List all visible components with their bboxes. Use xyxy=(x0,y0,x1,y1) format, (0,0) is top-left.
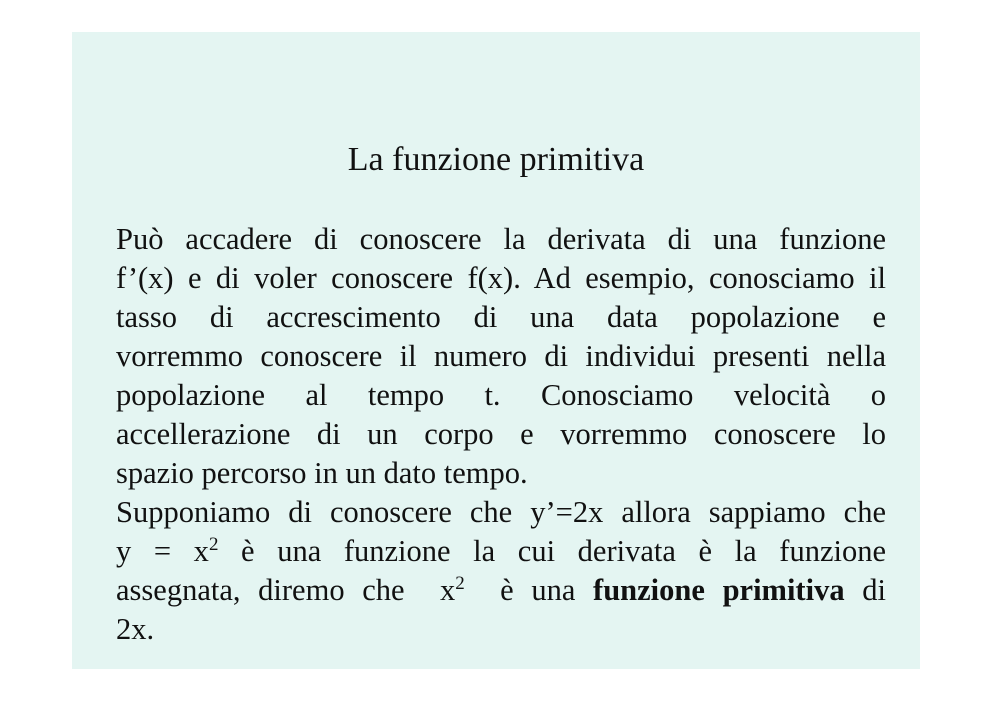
slide-panel xyxy=(72,32,920,669)
body-line-9 xyxy=(116,532,886,571)
body-text: accellerazione di un corpo e vorremmo conoscere lo xyxy=(116,417,886,451)
equation-text: y = x xyxy=(116,534,209,568)
body-line-6 xyxy=(116,415,886,454)
body-line-1 xyxy=(116,220,886,259)
body-text: f’(x) e di voler conoscere f(x). Ad esempio, conosciamo il xyxy=(116,261,886,295)
body-text: di xyxy=(844,573,886,607)
body-line-7 xyxy=(116,454,886,493)
body-line-10 xyxy=(116,571,886,610)
bold-term: funzione primitiva xyxy=(593,573,845,607)
body-line-4 xyxy=(116,337,886,376)
body-line-3 xyxy=(116,298,886,337)
body-text: 2x. xyxy=(116,612,155,646)
body-line-8 xyxy=(116,493,886,532)
exponent: 2 xyxy=(208,534,219,555)
slide-title: La funzione primitiva xyxy=(347,141,645,178)
body-text: spazio percorso in un dato tempo. xyxy=(116,456,528,490)
body-text: Può accadere di conoscere la derivata di una funzione xyxy=(116,222,886,256)
body-text xyxy=(116,573,886,607)
body-line-5 xyxy=(116,376,886,415)
body-text: popolazione al tempo t. Conosciamo velocità o xyxy=(116,378,886,412)
slide-body xyxy=(116,220,886,649)
body-text: è una xyxy=(464,573,594,607)
body-text: tasso di accrescimento di una data popolazione e xyxy=(116,300,886,334)
body-line-2 xyxy=(116,259,886,298)
body-text xyxy=(116,534,886,568)
body-text: assegnata, diremo che x xyxy=(116,573,456,607)
body-text: è una funzione la cui derivata è la funzione xyxy=(218,534,886,568)
body-text: vorremmo conoscere il numero di individui presenti nella xyxy=(116,339,886,373)
exponent: 2 xyxy=(455,573,465,594)
body-line-11 xyxy=(116,610,886,649)
body-text: Supponiamo di conoscere che y’=2x allora sappiamo che xyxy=(116,495,886,529)
